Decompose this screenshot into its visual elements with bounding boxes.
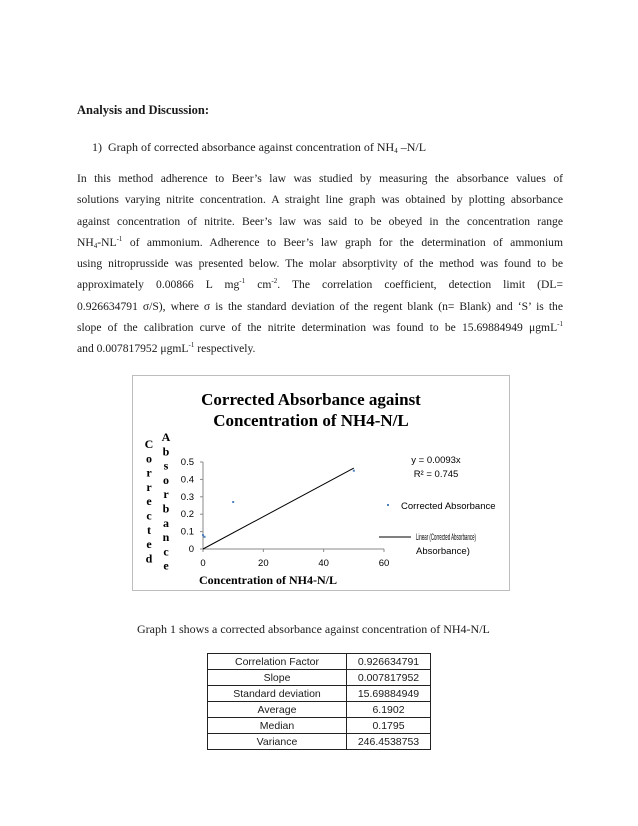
paragraph-line: and 0.007817952 μgmL$^{-1}$ respectively.: [77, 341, 256, 356]
data-point: [204, 536, 206, 538]
trendline-equation: y = 0.0093x: [411, 455, 461, 466]
y-label-letter: b: [162, 501, 170, 516]
chart-axes: [181, 457, 390, 569]
y-tick-label: 0: [188, 544, 194, 555]
chart-frame: [132, 375, 510, 591]
table-cell-label: Correlation Factor: [208, 654, 347, 670]
paragraph-line: approximately 0.00866 L $mg^{-1}$ $cm^{-2}$. The correlation coefficient, detection limit (DL=: [77, 277, 564, 292]
y-label-letter: r: [163, 487, 169, 502]
table-row: [208, 734, 431, 750]
x-axis-label: Concentration of NH4-N/L: [199, 573, 337, 587]
y-tick-label: 0.3: [180, 491, 194, 503]
y-label-letter: r: [146, 479, 152, 494]
section-heading: Analysis and Discussion:: [77, 103, 209, 117]
table-row: [208, 670, 431, 686]
y-label-letter: a: [163, 515, 169, 530]
table-row: [208, 654, 431, 670]
discussion-paragraph: [77, 168, 563, 360]
paragraph-line: $NH_4-NL^{-1}$ of ammonium. Adherence to Beer’s law graph for the determination of ammonium: [77, 234, 563, 250]
paragraph-line: slope of the calibration curve of the nitrite determination was found to be 15.69884949 μgmL$^{-1}$: [77, 320, 563, 335]
table-row: [208, 686, 431, 702]
y-label-letter: s: [163, 458, 169, 473]
paragraph-line: In this method adherence to Beer’s law was studied by measuring the absorbance values of: [77, 172, 563, 185]
x-tick-label: 0: [200, 558, 206, 569]
statistics-table: [207, 653, 431, 750]
paragraph-line: using nitroprusside was presented below. The molar absorptivity of the method was found to be: [77, 257, 563, 271]
table-cell-label: Average: [208, 702, 347, 718]
paragraph-line: 0.926634791 σ/S), where σ is the standard deviation of the regent blank (n= Blank) and ‘S’ is the: [77, 299, 563, 313]
data-point: [202, 534, 204, 536]
absorbance-chart: [133, 376, 509, 590]
chart-marks: [202, 468, 355, 549]
legend-marker-points: [387, 504, 389, 506]
list-text-end: –N/L: [397, 140, 427, 154]
table-cell-value: 0.007817952: [347, 670, 431, 686]
x-tick-label: 60: [378, 558, 390, 569]
y-label-letter: o: [146, 451, 152, 466]
chart-legend: [379, 501, 496, 557]
table-cell-value: 246.4538753: [347, 734, 431, 750]
y-label-letter: b: [162, 444, 170, 459]
y-label-letter: C: [144, 437, 154, 451]
r-squared-label: R² = 0.745: [413, 469, 459, 480]
data-point: [353, 470, 355, 472]
statistics-table-body: [208, 654, 431, 750]
legend-label-trendline-2: Absorbance): [416, 546, 470, 557]
list-number: 1): [92, 140, 102, 154]
y-label-letter: n: [162, 530, 170, 545]
y-label-letter: d: [145, 551, 153, 566]
x-tick-label: 20: [258, 558, 269, 569]
data-point: [232, 501, 234, 503]
y-tick-label: 0.2: [180, 509, 194, 521]
table-row: [208, 702, 431, 718]
legend-label-points: Corrected Absorbance: [401, 501, 496, 512]
table-row: [208, 718, 431, 734]
y-label-letter: c: [146, 508, 152, 523]
y-tick-label: 0.4: [180, 474, 194, 486]
list-text: Graph of corrected absorbance against concentration of NH: [108, 140, 395, 154]
chart-title-line1: Corrected Absorbance against: [201, 390, 421, 409]
y-label-letter: t: [147, 522, 151, 537]
y-label-letter: e: [163, 558, 169, 573]
y-label-letter: e: [146, 494, 152, 509]
y-axis-label: [145, 430, 171, 573]
y-label-letter: r: [146, 465, 152, 480]
table-cell-label: Standard deviation: [208, 686, 347, 702]
trendline: [203, 468, 354, 549]
numbered-list-item: [92, 140, 426, 155]
table-cell-value: 0.926634791: [347, 654, 431, 670]
table-cell-value: 15.69884949: [347, 686, 431, 702]
table-cell-value: 0.1795: [347, 718, 431, 734]
paragraph-line: against concentration of nitrite. Beer’s law was said to be obeyed in the concentration range: [77, 214, 563, 228]
y-label-letter: c: [163, 544, 169, 559]
y-label-letter: A: [161, 430, 171, 444]
y-tick-label: 0.1: [180, 526, 194, 538]
graph-caption: Graph 1 shows a corrected absorbance against concentration of NH4-N/L: [137, 622, 490, 636]
chart-title-line2: Concentration of NH4-N/L: [213, 411, 409, 430]
table-cell-label: Slope: [208, 670, 347, 686]
list-subscript: 4: [394, 147, 398, 155]
y-tick-label: 0.5: [180, 457, 194, 468]
table-cell-value: 6.1902: [347, 702, 431, 718]
y-label-letter: e: [146, 537, 152, 552]
paragraph-line: solutions varying nitrite concentration. A straight line graph was obtained by plotting absorbance: [77, 193, 563, 207]
table-cell-label: Variance: [208, 734, 347, 750]
y-label-letter: o: [163, 472, 169, 487]
x-tick-label: 40: [318, 558, 329, 569]
table-cell-label: Median: [208, 718, 347, 734]
legend-label-trendline: Linear (Corrected Absorbance): [416, 532, 476, 543]
